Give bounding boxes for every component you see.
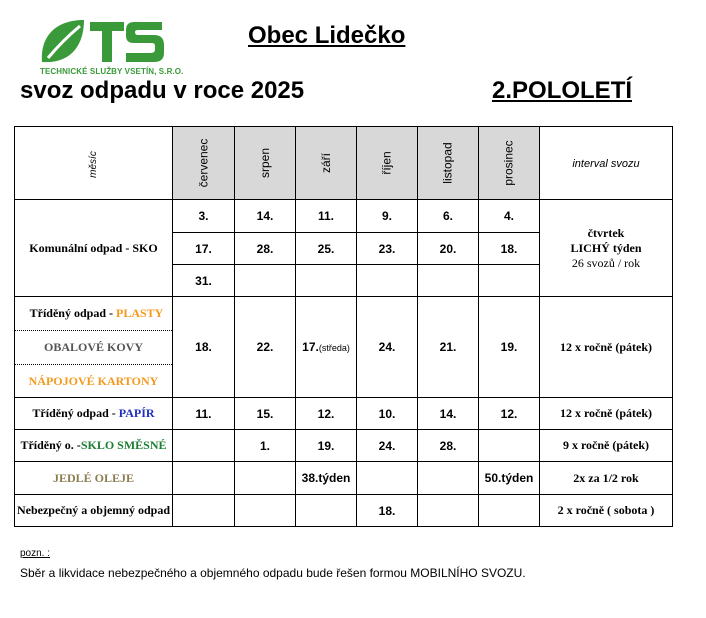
table-row [15,462,673,495]
date-cell: 24. [357,297,418,398]
date-cell [235,265,296,297]
date-cell: 4. [479,200,540,233]
date-cell: 19. [296,430,357,462]
date-cell [418,495,479,527]
leaf-logo-icon [38,16,166,68]
date-cell [357,265,418,297]
date-cell [235,495,296,527]
date-cell [296,265,357,297]
table-row [15,200,673,233]
date-cell: 9. [357,200,418,233]
collection-schedule-table [14,126,673,527]
month-header: říjen [357,127,418,200]
nebezpecny-label: Nebezpečný a objemný odpad [15,495,173,527]
date-cell [418,462,479,495]
month-header: září [296,127,357,200]
table-row [15,297,673,398]
date-cell [173,462,235,495]
town-title: Obec Lidečko [248,22,406,49]
date-cell: 22. [235,297,296,398]
date-cell: 12. [296,398,357,430]
date-cell: 15. [235,398,296,430]
wednesday-note: (středa) [318,343,350,353]
oleje-label: JEDLÉ OLEJE [15,462,173,495]
date-cell [479,495,540,527]
oleje-interval: 2x za 1/2 rok [540,462,673,495]
table-row [15,430,673,462]
interval-header: interval svozu [540,127,673,200]
date-cell: 6. [418,200,479,233]
sklo-label: Tříděný o. -SKLO SMĚSNÉ [15,430,173,462]
date-cell: 14. [235,200,296,233]
date-cell: 3. [173,200,235,233]
date-cell: 11. [173,398,235,430]
papir-label: Tříděný odpad - PAPÍR [15,398,173,430]
date-cell [479,430,540,462]
date-cell: 11. [296,200,357,233]
date-cell: 18. [173,297,235,398]
date-cell: 17. [173,233,235,265]
month-header: prosinec [479,127,540,200]
date-cell: 18. [357,495,418,527]
sko-interval-line2: LICHÝ týden [570,240,642,255]
half-year-title: 2.POLOLETÍ [492,77,633,104]
schedule-subtitle: svoz odpadu v roce 2025 [20,77,305,104]
date-cell [479,265,540,297]
sklo-interval: 9 x ročně (pátek) [540,430,673,462]
sko-interval-line1: čtvrtek [587,225,625,240]
note-label: pozn. : [20,548,51,559]
date-cell [235,462,296,495]
date-cell: 14. [418,398,479,430]
date-cell: 31. [173,265,235,297]
header-row [15,127,673,200]
plasty-interval: 12 x ročně (pátek) [540,297,673,398]
date-cell [418,265,479,297]
date-cell: 1. [235,430,296,462]
date-cell: 24. [357,430,418,462]
plasty-label [15,297,173,398]
month-label-header: měsíc [15,127,173,200]
date-cell [296,495,357,527]
date-cell: 17.(středa) [296,297,357,398]
table-row [15,398,673,430]
sko-interval-line3: 26 svozů / rok [571,255,641,270]
date-cell [357,462,418,495]
date-cell: 10. [357,398,418,430]
date-cell: 23. [357,233,418,265]
date-cell: 25. [296,233,357,265]
date-cell: 20. [418,233,479,265]
date-cell: 50.týden [479,462,540,495]
sko-label: Komunální odpad - SKO [15,200,173,297]
papir-interval: 12 x ročně (pátek) [540,398,673,430]
sko-interval [540,200,673,297]
date-cell: 12. [479,398,540,430]
note-text: Sběr a likvidace nebezpečného a objemného odpadu bude řešen formou MOBILNÍHO SVOZU. [20,566,526,580]
plasty-label-row: Tříděný odpad - PLASTY [15,297,172,331]
kovy-label: OBALOVÉ KOVY [15,331,172,365]
table-row [15,495,673,527]
kartony-label: NÁPOJOVÉ KARTONY [28,374,159,388]
date-cell: 28. [418,430,479,462]
date-cell: 38.týden [296,462,357,495]
month-header: listopad [418,127,479,200]
month-header: červenec [173,127,235,200]
date-cell: 19. [479,297,540,398]
date-cell: 18. [479,233,540,265]
date-cell [173,495,235,527]
logo-subtitle: TECHNICKÉ SLUŽBY VSETÍN, S.R.O. [40,67,184,76]
month-header: srpen [235,127,296,200]
date-cell [173,430,235,462]
date-cell: 28. [235,233,296,265]
date-cell: 21. [418,297,479,398]
nebezpecny-interval: 2 x ročně ( sobota ) [540,495,673,527]
